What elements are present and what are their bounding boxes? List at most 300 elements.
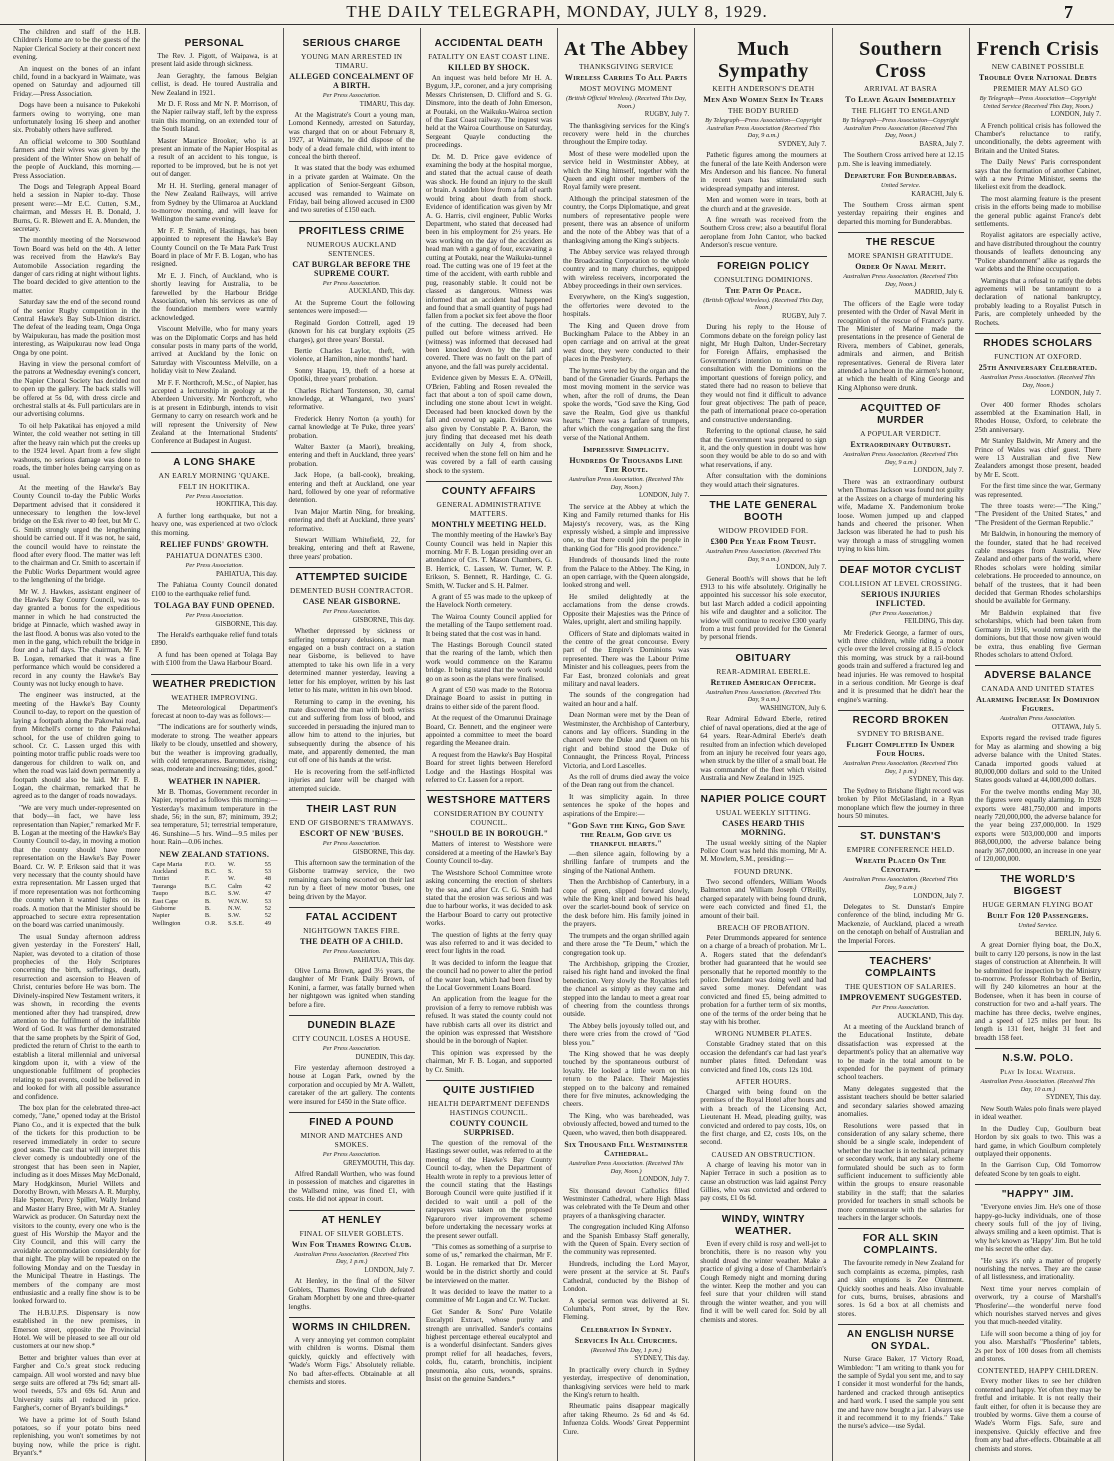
accidental-sub1: FATALITY ON EAST COAST LINE.	[428, 52, 550, 61]
abbey-paragraph: Most of these were modelled upon the service held in Westminster Abbey, at which the King himself, together with the Queen and eight other members of the Royal family were present.	[563, 149, 690, 192]
abbey-paragraph: Officers of State and diplomats waited in the centre of the great concourse. Every part of the Empire's Dominions was represented. There was the Labour Prime Minister and his colleagues, peers from the Far East, bronzed colonials and great military and naval leaders.	[563, 629, 690, 688]
station-code: F.O.	[204, 860, 216, 868]
station-code: B.	[204, 905, 211, 913]
abbey-paragraph: Then the Archbishop of Canterbury, in a cope of green, slipped forward slowly, while the King knelt and bowed his head over the scarlet-bound book of service on the desk before him. His family joined in the prayers.	[563, 878, 690, 929]
acquitted-sub1: A POPULAR VERDICT.	[860, 429, 942, 439]
adverse-agency: Australian Press Association.	[1000, 715, 1076, 723]
polo-agency: Australian Press Association. (Received This Day, 10 a.m.)	[980, 1078, 1096, 1093]
rhodes-paragraph: Mr Stanley Baldwin, Mr Amery and the Prince of Wales was chief guest. There were 13 Australian and five New Zealanders amongst those present, headed by Mr E. Scott.	[974, 437, 1101, 479]
abbey-sub1: THANKSGIVING SERVICE	[578, 62, 674, 71]
henley-heading: AT HENLEY	[289, 1210, 415, 1227]
teachers-dateline: AUCKLAND, This day.	[897, 1012, 964, 1020]
westshore-paragraph: This opinion was expressed by the chairman, Mr F. B. Logan, and supported by Cr. Smith.	[425, 1048, 552, 1074]
profitless-paragraph: Bertie Charles Laylor, theft, with violence, at Hamilton, nine months' hard.	[288, 346, 415, 364]
french-agency: By Telegraph—Press Association—Copyright United Service (Received This Day, Noon.)	[979, 95, 1097, 110]
station-wind: W.	[228, 875, 236, 883]
abbey-paragraph: The Abbey service was relayed through the Broadcasting Corporation to the whole country and to many churches, equipped with wireless receivers, incorporated the Abbey proceedings in their own services.	[563, 248, 690, 290]
station-row	[151, 905, 277, 912]
booth-sub2: £300 Per Year From Trust.	[710, 536, 817, 546]
sympathy-heading: Much Sympathy	[718, 38, 809, 82]
henley-agency: Australian Press Association. (Received This Day, 1 p.m.)	[294, 1250, 410, 1266]
acquitted-heading: ACQUITTED OF MURDER	[838, 398, 964, 427]
happy-text2: Every mother likes to see her children contented and happy. Yet often they may be fretful and irritable. It is not really their fault either, for often it is because they are troubled by worms. Give them a course of Wade's Worm Figs. Safe, sure and inexpensive. Quickly effective and free from any bad after-effects. Obtainable at all chemists and stores.	[974, 1377, 1101, 1453]
obituary-heading: OBITUARY	[700, 648, 826, 665]
county-paragraph: A grant of £50 was made to the Rotorua Drainage Board to assist in putting in drains to either side of the parent flood.	[425, 686, 552, 711]
eucalypti-ad: Get Sander & Sons' Pure Volatile Eucalypti Extract, whose purity and strength are unrivalled. Sander's contains highest percentage ethereal eucalyptol and is a wonderful disinfectant. Sanders gives prompt relief for all headaches, fevers, colds, flu, catarrh, bronchitis, incipient pneumonia, also cuts, wounds, sprains. Insist on the genuine Sanders.*	[425, 1307, 552, 1383]
profitless-paragraph: Jack Hope, (a ball-cook), breaking, entering and theft at Auckland, one year hard, followed by one year of reformative detention.	[288, 471, 415, 505]
lastrun-sub2: ESCORT OF NEW 'BUSES.	[299, 828, 404, 838]
news-paragraph: An inquest on the bones of an infant child, found in a backyard in Waimate, was opened on Saturday and adjourned till Friday.—Press Association.	[13, 64, 141, 98]
foreign-dateline: RUGBY, July 7.	[782, 312, 827, 320]
accidental-heading: ACCIDENTAL DEATH	[434, 38, 544, 49]
news-paragraph: We have a prime lot of South Island potatoes, so if your potato bins need replenishing, you won't sometimes by not buying now, while the price is right. Bryant's.*	[13, 1415, 141, 1458]
foreign-paragraph: During his reply to the House of Commons debate on the foreign policy last night, Mr Hugh Dalton, Under-Secretary for Foreign Affairs, emphasised the Government's intention to continue the consultation with the Dominions on the important questions of foreign policy, and stated there had no reason to believe that they would not find it difficult to advance four great objectives: The path of peace, the path of international peace co-operation and constructive understanding.	[700, 323, 827, 424]
county-paragraph: The Wairoa County Council applied for the metalling of the Taupo settlement road. It being stated that the cost was in hand.	[425, 612, 552, 638]
abbey-dateline4: SYDNEY, This day.	[634, 1355, 690, 1363]
sympathy-sub3: THE BODY BURIED	[728, 106, 799, 115]
french-paragraph: The Daily News' Paris correspondent says that the formation of another Cabinet, with a new Prime Minister, seems the likeliest exit from the deadlock.	[974, 158, 1101, 192]
polo-heading: N.S.W. POLO.	[975, 1048, 1101, 1065]
southern-heading: Southern Cross	[859, 38, 943, 82]
fatal-text: Olive Lorna Brown, aged 3½ years, the daughter of Mr Frank Daily Brown, of Konini, a farmer, was fatally burned when her nightgown was ignited when standing before a fire.	[288, 967, 415, 1009]
news-paragraph: The engineer was instructed, at the meeting of the Hawke's Bay County Council to-day, to report on the question of laying a footpath along the Pakowhai road, from Mitchell's corner to the Pakowhai school, for the use of children going to school. Cr. C. Lassen urged this with pointing motor traffic public roads were too dangerous for children to walk on, and when the road was laid down permanently a footpath should also be laid. Mr F. B. Logan, the chairman, remarked that he agreed as to the danger of roads nowadays.	[13, 691, 141, 801]
dunstan-agency: Australian Press Association. (Received This Day, 9 a.m.)	[843, 876, 959, 891]
station-code: B.	[204, 912, 211, 920]
station-row	[151, 912, 277, 919]
column-5	[557, 28, 694, 1461]
county-heading: COUNTY AFFAIRS	[426, 481, 552, 498]
teachers-heading: TEACHERS' COMPLAINTS	[838, 951, 964, 980]
stations-table	[151, 861, 277, 928]
foreign-agency: (British Official Wireless). (Received This Day, Noon.)	[703, 296, 824, 312]
news-paragraph: Mr W. J. Hawkes, assistant engineer of the Hawke's Bay County Council, was to-day granted a bonus for the expeditious manner in which he had constructed the bridge at Pinnacle, which washed away in the last flood. A bonus was also voted to the men in the gang, which rebuilt the bridge in four and a half days. The chairman, Mr F. B. Logan, remarked that it was a fine performance which would be considered a record in any county the Hawke's Bay County was not lucky enough to have.	[13, 587, 141, 689]
rhodes-paragraph: Mr Baldwin explained that five scholarships, which had been taken from Germany in 1916, would remain with the dominions, but that those now given would be extra, thus enabling five German Rhodes scholars to attend Oxford.	[974, 608, 1101, 659]
dunstan-sub2: Wreath Placed On The Cenotaph.	[855, 856, 947, 875]
abbey-paragraph: As the roll of drums died away the voice of the Dean rang out from the chancel.	[563, 773, 690, 790]
henley-text: At Henley, in the final of the Silver Goblets, Thames Rowing Club defeated Graham Morphett by one and three-quarter lengths.	[288, 1277, 415, 1311]
abbey-sub7: Celebration In Sydney.	[580, 1324, 672, 1334]
rhodes-agency: Australian Press Association. (Received This Day, Noon.)	[980, 373, 1096, 389]
abbey-paragraph: Six thousand devout Catholics filled Westminster Cathedral, where High Mass was celebrated with the Te Deum and other prayers of a thanksgiving character.	[563, 1186, 690, 1220]
rescue-text: The officers of the Eagle were today presented with the Order of Naval Merit in recognition of the rescue of France's party. The Minister of Marine made the presentations in the presence of General de Rivera, members of Cabinet, generals, admirals and airmen, and British representatives. General de Rivera later attended a luncheon in the airmen's honour, at which the health of King George and King Alphonso were drunk.	[837, 299, 964, 392]
westshore-paragraph: An application from the league for the provision of a ferry to remove rubbish was refused. It was stated the county could not have rubbish carts all over its district and the opinion was expressed that Westshore should be in the borough of Napier.	[425, 995, 552, 1046]
westshore-sub1: CONSIDERATION BY COUNTY COUNCIL.	[433, 809, 545, 828]
serious-dateline: TIMARU, This day.	[359, 100, 415, 108]
police-after: AFTER HOURS.	[735, 1077, 792, 1086]
abbey-dateline: RUGBY, July 7.	[644, 111, 690, 119]
abbey-paragraph: Hundreds, including the Lord Mayor, were present at the service at St. Paul's Cathedral, conducted by the Bishop of London.	[563, 1259, 690, 1294]
weather-paragraphs	[151, 704, 277, 774]
abbey-sub3: MOST MOVING MOMENT	[579, 84, 673, 93]
masthead	[0, 0, 1114, 25]
police-sub1: USUAL WEEKLY SITTING.	[715, 807, 811, 817]
station-row	[151, 868, 277, 875]
westshore-paragraph: Matters of interest to Westshore were considered at a meeting of the Hawke's Bay County Council to-day.	[425, 840, 552, 866]
southern-sub2: To Leave Again Immediately	[845, 95, 957, 104]
tolaga-paragraph: The Herald's earthquake relief fund totals £890.	[151, 630, 278, 648]
polo-paragraph: New South Wales polo finals were played in ideal weather.	[974, 1104, 1101, 1122]
police-heading: NAPIER POLICE COURT	[700, 789, 826, 806]
abbey-sub4: Impressive Simplicity.	[583, 445, 670, 455]
abbey-paragraph: The Archbishop, gripping the Crozier, raised his right hand and invoked the final benediction. Very slowly the Royalties left the chancel as simply as they came and stepped into the landau to meet a great roar of cheering from the countless throngs outside.	[563, 959, 690, 1019]
station-row	[151, 875, 277, 882]
polo-dateline: SYDNEY, This day.	[1046, 1094, 1101, 1102]
booth-sub1: WIDOW PROVIDED FOR.	[718, 525, 809, 535]
personal-paragraph: Mr D. F. Ross and Mr N. P. Morrison, of the Napier railway staff, left by the express train this morning, on an extended tour of the South Island.	[151, 100, 278, 134]
fined-sub: MINOR AND MATCHES AND SMOKES.	[300, 1131, 403, 1150]
serious-paragraph: It was stated that the body was exhumed in a private garden at Waimate. On the application of Senior-Sergeant Gibson, accused was remanded to Waimate on Friday, bail being allowed accused in £300 and two sureties of £150 each.	[288, 164, 415, 215]
station-code: B.	[204, 897, 211, 905]
abbey-paragraph: —then silence again, following by a shrilling fanfare of trumpets and the singing of the National Anthem.	[563, 850, 690, 875]
foreign-paragraph: After consultation with the dominions they would attach their signatures.	[700, 472, 827, 489]
obituary-sub2: Retired American Officer.	[710, 677, 817, 687]
attempted-sub2: CASE NEAR GISBORNE.	[302, 597, 401, 607]
news-paragraph: Having in view the personal comfort of the patrons at Wednesday evening's concert, the Napier Choral Society has decided not to open up the gallery. The back stalls will be offered at 5s 0d, with dress circle and orchestral stalls at 4s. Full particulars are in our advertising columns.	[13, 360, 141, 419]
abbey-sub6: Six Thousand Fill Westminster Cathedral.	[564, 1140, 688, 1159]
worms-text: A very annoying yet common complaint with children is worms. Dismal them quickly, quickly and effectively with 'Wade's Worm Figs.' Absolutely reliable. No bad after-effects. Obtainable at all chemists and stores.	[288, 1335, 415, 1386]
fined-text: Alfred Randall Worthen, who was found in possession of matches and cigarettes in the Wallsend mine, was fined £1, with costs. He did not appear in court.	[288, 1170, 415, 1204]
adverse-dateline: OTTAWA, July 5.	[1051, 723, 1101, 731]
record-agency: Australian Press Association. (Received This Day, 1 p.m.)	[843, 760, 959, 775]
abbey-paragraph: The King and Queen drove from Buckingham Palace to the Abbey in an open carriage and on arrival at the great west door, they were conducted to their places in the Presbytery.	[563, 321, 690, 364]
police-after_text: Charged with being found on the premises of the Royal Hotel after hours and with a breach of the Licensing Act, Lieutenant H. Mead, pleading guilty, was convicted and ordered to pay costs, 10s, on the first charge, and £2, costs 10s, on the second.	[700, 1088, 827, 1147]
news-paragraph: The usual Sunday afternoon address given yesterday in the Foresters' Hall, Napier, was devoted to a citation of those prophecies of the Holy Scriptures concerning the birth, sufferings, death, resurrection and ascension to Heaven of Christ, centuries before He was born. The Divinely-inspired New Testament writers, it was shown, in recording the events mentioned after they had transpired, drew attention to the fulfilment of the infallible Word of God. It was further demonstrated that the same prophets by the Spirit of God, predicted the return of Christ to the earth to establish a literal millennial and universal kingdom upon it, with a view of the unquestionable fulfilment of prophecies relating to past events, could be believed in and looked for with all possible assurance and confidence.	[13, 932, 141, 1101]
abbey-paragraph: The thanksgiving services for the King's recovery were held in the churches throughout the Empire today.	[563, 121, 690, 147]
station-temp: 49	[264, 919, 272, 927]
dunstan-heading: ST. DUNSTAN'S	[838, 826, 964, 843]
abbey-paragraph: The Abbey bells joyously tolled out, and there were cries from the crowd of "God bless you."	[563, 1021, 690, 1047]
rescue-sub2: Order Of Naval Merit.	[855, 262, 947, 272]
station-code: B.C.	[204, 890, 217, 898]
station-wind: W.N.W.	[228, 897, 249, 905]
accidental-paragraph: Dr. M. D. Price gave evidence of examining the body at the hospital morgue, and stated that the actual cause of death was shock. He found an injury to the skull or brain. A sudden blow from a fall of earth would bring about death from shock. Evidence of identification was given by Mr A. G. Harris, civil engineer, Public Works Department, who stated that deceased had been in his employment for 2½ years. He was working on the day of the accident as head man with a gang of four, excavating a cutting at Poutaki, near the Waikuku-tunnel road. The cutting was one of 19 feet at the time of the accident, with earth rubble and pug, reasonably stable. It could not be classed as dangerous. Witness was informed that an accident had happened and found that a small quantity of pugs had fallen from a pocket six feet above the floor of the cutting. The deceased had been pulled out before witness arrived. He (witness) was informed that deceased had been knocked down by the fall and covered. There was no fault on the part of anyone, and the fall was purely accidental.	[425, 152, 552, 371]
attempted-sub1: DEMENTED BUSH CONTRACTOR.	[289, 586, 414, 596]
station-name: East Cape	[152, 897, 178, 905]
rhodes-paragraph: Over 400 former Rhodes scholars assembled at the Examination Hall, in Rhodes House, Oxford, to celebrate the 25th anniversary.	[974, 400, 1101, 434]
quite-sub1: HEALTH DEPARTMENT DEFENDS HASTINGS COUNCIL.	[427, 1099, 550, 1118]
serious-agency: Per Press Association.	[322, 92, 381, 99]
police-paragraph: The usual weekly sitting of the Napier Police Court was held this morning, Mr A. M. Mowlem, S.M., presiding:—	[700, 838, 827, 864]
abbey-paragraph: The King showed that he was deeply touched by the spontaneous outburst of loyalty. He looked a little worn on his return to the Palace. Their Majesties stepped on to the balcony and remained there for five minutes, acknowledging the cheers.	[563, 1049, 690, 1109]
serious-sub2: ALLEGED CONCEALMENT OF A BIRTH.	[289, 72, 414, 90]
tolaga-dateline: GISBORNE, This day.	[215, 620, 278, 628]
record-text: The Sydney to Brisbane flight record was broken by Pilot McGlasland, in a Ryan monoplane which flew the journey in three hours 50 minutes.	[837, 786, 964, 820]
attempted-dateline: GISBORNE, This day.	[352, 616, 415, 624]
abbey-agency4: (Received This Day, 1 p.m.)	[590, 1346, 662, 1354]
abbey-paragraph: The hymns were led by the organ and the band of the Grenadier Guards. Perhaps the most moving moment in the service was when, after the roll of drums, the Dean spoke the words, "God save the King, God save the Realm, God give us thankful hearts." There was a fanfare of trumpets, after which the congregation sang the first verse of the National Anthem.	[563, 366, 690, 442]
rhodes-sub2: 25th Anniversary Celebrated.	[978, 362, 1098, 372]
dunstan-dateline: LONDON, July 7.	[913, 892, 964, 900]
profitless-paragraph: Frederick Henry Norton (a youth) for carnal knowledge at Te Puke, three years' probation.	[288, 414, 415, 440]
weather-paragraph: The Meteorological Department's forecast at noon to-day was as follows:—	[151, 703, 278, 720]
county-paragraph: A grant of £5 was made to the upkeep of the Havelock North cemetery.	[425, 592, 552, 610]
french-sub3: PREMIER MAY ALSO GO	[993, 84, 1083, 93]
serious-sub1: YOUNG MAN ARRESTED IN TIMARU.	[300, 52, 403, 70]
skin-heading: FOR ALL SKIN COMPLAINTS.	[838, 1228, 964, 1257]
quite-paragraph: The question of the removal of the Hastings sewer outlet, was referred to at the meeting of the Hawke's Bay County Council to-day, when the Department of Health wrote in reply to a previous letter of the council stating that the Hastings Borough Council were quite justified if it decided to wait until a poll of the ratepayers was taken on the proposed Ngaruroro river improvement scheme before undertaking the necessary works at the present sewer outfall.	[425, 1139, 552, 1240]
station-row	[151, 890, 277, 897]
foreign-sub1: CONSULTING DOMINIONS.	[713, 274, 813, 284]
deaf-dateline: FEILDING, This day.	[904, 618, 964, 626]
acquitted-sub2: Extraordinary Outburst.	[850, 440, 951, 450]
police-obstruction_text: A charge of leaving his motor van in Napier Terrace in such a position as to cause an obstruction was laid against Percy Gillies, who was convicted and ordered to pay costs, £1 0s 6d.	[700, 1160, 827, 1203]
county-sub1: GENERAL ADMINISTRATIVE MATTERS.	[436, 500, 542, 519]
profitless-heading: PROFITLESS CRIME	[289, 221, 415, 238]
station-temp: 42	[264, 882, 272, 890]
station-row	[151, 920, 277, 927]
french-paragraph: The most alarming feature is the present crisis in the efforts being made to mobilise the general public against France's debt settlements.	[974, 194, 1101, 229]
personal-paragraph: Mr E. J. Finch, of Auckland, who is shortly leaving for Australia, to be farewelled by the Harbour Bridge Association, when his services as one of the foundation members were warmly acknowledged.	[151, 271, 278, 322]
westshore-heading: WESTSHORE MATTERS	[426, 790, 552, 807]
deaf-text: Mr Frederick George, a farmer of ours, with three children, while riding a motor cycle over the level crossing at 8.15 o'clock this morning, was struck by a rail-bound goods train and suffered a fractured leg and head injuries. He was removed to hospital in a serious condition. Mr George is deaf and it is presumed that he didn't hear the engine's warning.	[837, 628, 964, 704]
boat-text: A great Dornier flying boat, the Do.X, built to carry 120 persons, is now in the last stages of construction at Altenrhein. It will be submitted for inspection by the Ministry to-morrow. Professor Rohrbach of Berlin, will fly 240 kilometres an hour at the Bodensee, when it has been in course of construction for two and a-half years. The machine has three decks, twelve engines, and a speed of 125 miles per hour. Its length is 131 feet, height 31 feet and breadth 158 feet.	[974, 941, 1101, 1042]
column-8	[969, 28, 1106, 1461]
weather-napier-heading: WEATHER IN NAPIER.	[168, 776, 261, 786]
station-name: Gisborne	[152, 905, 176, 913]
westshore-paragraph: It was decided to inform the league that the council had no power to alter the period of the water loan, which had been fixed by the Local Government Loans Board.	[425, 958, 552, 992]
abbey-sub5: Hundreds Of Thousands Line The Route.	[569, 456, 683, 475]
station-row	[151, 898, 277, 905]
fatal-dateline: PAHIATUA, This day.	[353, 956, 415, 964]
boat-sub1: HUGE GERMAN FLYING BOAT	[982, 900, 1094, 910]
southern-sub3: THE FLIGHT TO ENGLAND	[851, 106, 950, 115]
acquitted-agency: Australian Press Association. (Received This Day, 9 a.m.)	[843, 451, 959, 466]
abbey-agency3: Australian Press Association. (Received This Day, Noon.)	[568, 1160, 684, 1175]
adverse-paragraph: Exports regard the revised trade figures for May as alarming and showing a big adverse balance with the United States. Canada imported goods valued at 80,000,000 dollars and sold to the United States goods valued at 44,000,000 dollars.	[974, 734, 1101, 785]
station-row	[151, 883, 277, 890]
column-2	[145, 28, 282, 1461]
polo-paragraph: In the Garrison Cup, Old Tomorrow defeated Scone by ten goals to eight.	[974, 1161, 1101, 1178]
abbey-heading: At The Abbey	[563, 38, 689, 60]
personal-paragraph: Mr F. P. Smith, of Hastings, has been appointed to represent the Hawke's Bay County Council on the Te Mata Park Trust Board in place of Mr F. B. Logan, who has resigned.	[151, 226, 278, 269]
rhodes-paragraph: For the first time since the war, Germany was represented.	[974, 482, 1101, 499]
column-3	[283, 28, 420, 1461]
polo-paragraph: In the Dudley Cup, Goulburn beat Hordon by six goals to two. This was a hard game, in which Goulburn completely outplayed their opponents.	[974, 1124, 1101, 1158]
booth-heading: THE LATE GENERAL BOOTH	[700, 495, 826, 524]
abbey-text4: In practically every church in Sydney yesterday, irrespective of denomination, thanksgiving services were held to mark the King's return to health.	[563, 1365, 690, 1399]
foreign-heading: FOREIGN POLICY	[700, 256, 826, 273]
column-6	[694, 28, 831, 1461]
abbey-sub2: Wireless Carries To All Parts	[564, 73, 688, 82]
quite-paragraph: "This comes as something of a surprise to some of us," remarked the chairman, Mr F. B. Logan. He remarked that Dr. Mercer would be in the district shortly and could be interviewed on the matter.	[425, 1242, 552, 1285]
nurse-heading: AN ENGLISH NURSE ON SYDAL.	[838, 1324, 964, 1353]
personal-paragraphs	[151, 52, 277, 446]
news-paragraph: Dogs have been a nuisance to Pukekohi farmers owing to worrying, one man unfortunately losing 16 sheep and another six. Probably others have suffered.	[13, 101, 141, 135]
serious-heading: SERIOUS CHARGE	[302, 38, 401, 49]
happy-heading: "HAPPY" JIM.	[975, 1184, 1101, 1201]
station-wind: W.	[228, 860, 236, 868]
fatal-sub2: THE DEATH OF A CHILD.	[300, 937, 404, 946]
henley-sub2: Win For Thames Rowing Club.	[291, 1239, 412, 1249]
accidental-paragraph: An inquest was held before Mr H. A. Bygum, J.P., coroner, and a jury comprising Messrs Christensen, D. Clifford and S. G. Dinsmore, into the death of John Emerson, at Poutaki, on the Waikuku-Wairoa section of the East Coast railway. The inquest was held at the Wairoa Courthouse on Saturday, Sergeant Quayle conducting the proceedings.	[425, 74, 552, 150]
teachers-sub1: THE QUESTION OF SALARIES.	[845, 982, 957, 992]
abbey-dateline3: LONDON, July 7.	[639, 1176, 690, 1184]
police-breach_text: Peter Drummonds appeared for sentence on a charge of a breach of probation. Mr L. A. Rogers stated that the defendant's brother had guaranteed that he would see personally that he reported monthly to the police. Defendant was doing well and had saved some money. Defendant was convicted and fined £5, being admitted to probation for a further term of six months, one of the terms of the order being that he stay with his brother.	[700, 933, 827, 1026]
worms-heading: WORMS IN CHILDREN.	[289, 1317, 415, 1334]
lastrun-dateline: GISBORNE, This day.	[352, 848, 415, 856]
abbey-agency: (British Official Wireless). (Received This Day, Noon.)	[565, 95, 687, 110]
dunedin-heading: DUNEDIN BLAZE	[289, 1015, 415, 1032]
southern-text2: The Southern Cross airman spent yesterday repairing their engines and departed this morning for Bunderabbas.	[837, 201, 964, 226]
page-columns	[8, 28, 1106, 1458]
adverse-sub2: Alarming Increase In Dominion Figures.	[976, 695, 1100, 714]
teachers-paragraph: Resolutions were passed that in consideration of any salary scheme, there should be a single scale, independent of whether the teacher is in technical, primary or secondary work, that any salary scheme formulated should be such as to form sufficient inducement to sufficiently able within the groups to ensure reasonable stability in the staff; that the salaries provided for teachers in small schools be more commensurate with the salaries for teachers in the larger schools.	[837, 1121, 964, 1222]
dunstan-sub1: EMPIRE CONFERENCE HELD.	[846, 845, 955, 855]
rhodes-dateline: LONDON, July 7.	[1050, 390, 1101, 398]
rescue-sub1: MORE SPANISH GRATITUDE.	[847, 251, 954, 261]
obituary-text: Rear Admiral Edward Eberle, retired chief of naval operations, died at the age of 64 years. Rear-Admiral Eberle's death resulted from an infection which developed from an injury he received four years ago, when struck by the tiller of a small boat. He was commander of the fleet which visited Australia and New Zealand in 1925.	[700, 715, 827, 783]
attempted-agency: Per Press Association.	[322, 608, 381, 616]
french-sub1: NEW CABINET POSSIBLE	[991, 62, 1085, 71]
profitless-paragraph: Stewart William Whitefield, 22, for breaking, entering and theft at Rawene, three years' probation.	[288, 536, 415, 561]
county-paragraph: The Hastings Borough Council stated that the rearing of the lamb, which then work would commence on the Karamu bridge. It being stated that the work would go on as soon as the plans were finalised.	[425, 640, 552, 683]
deaf-heading: DEAF MOTOR CYCLIST	[838, 560, 964, 577]
relief-sub: PAHIATUA DONATES £300.	[166, 551, 263, 561]
windy-text: Even if every child is rosy and well-jet to bronchitis, there is no reason why you should dread the winter weather. Make a practice of giving a dose of Chamberlain's Cough Remedy night and morning during the winter. Keep the mother and you can feel sure that your children will stand through the winter weather, and you will find it will be well cared for. Sold by all chemists and stores.	[700, 1239, 827, 1324]
tolaga-agency: Per Press Association.	[185, 611, 244, 619]
abbey-paragraph: Although the principal statesmen of the country, the Corps Diplomatique, and great numbers of representative people were present, there was an absence of uniform and the note of the Abbey was that of a thanksgiving among the King's subjects.	[563, 194, 690, 245]
personal-heading: PERSONAL	[184, 38, 245, 49]
record-dateline: SYDNEY, This day.	[908, 776, 964, 784]
lastrun-text: This afternoon saw the termination of the Gisborne tramway service, the two remaining cars being escorted on their last run by a fleet of new motor 'buses, one being driven by the Mayor.	[288, 858, 415, 901]
news-paragraph: The children and staff of the H.B. Children's Home are to be the guests of the Napier Clerical Society at their concert next evening.	[13, 28, 141, 62]
abbey-sub8: Services In All Churches.	[574, 1335, 678, 1345]
southern-dateline: BASRA, July 7.	[919, 140, 964, 148]
police-wrong: WRONG NUMBER PLATES.	[714, 1029, 813, 1039]
acquitted-text: There was an extraordinary outburst when Thomas Jackson was found not guilty at the Assizes on a charge of murdering his wife, Madame X. Pandemonium broke loose. Women jumped up and clapped hands and cheered the prisoner. When Jackson was liberated he had to push his way through a mass of struggling women trying to kiss him.	[837, 477, 964, 554]
station-wind: S.	[228, 868, 234, 876]
dunedin-text: Fire yesterday afternoon destroyed a house at Logan Park, owned by the corporation and occupied by Mr A. Wallett, caretaker of the art gallery. The contents were insured for £450 in the State office.	[288, 1064, 415, 1106]
news-paragraph: The box plan for the celebrated three-act comedy, "Jane," opened today at the Bristol Piano Co., and it is expected that the bulk of the tickets for this production to be reserved immediately in order to secure good seats. The cast that will interpret this clever comedy is undoubtedly one of the strongest that has been seen in Napier, including as it does Misses May McDonald, Mary Hodgkinson, Muriel Willets and Dorothy Brown, with Messrs A. R. Murphy, Hale Spencer, Percy Spiller, Wally Ireland and Master Harry Bree, with Mr A. Stanley Warwick as producer. On Saturday next the visitors to the county, every one who is the guest of His Worship the Mayor and the City Council, and this will carry the avoidable accommodation considerably for that night. The play will be repeated on the following Monday and on the Tuesday in the Municipal Theatre in Hastings. The members of the company are most enthusiastic and a really fine show is to be looked forward to.	[13, 1103, 141, 1306]
windy-heading: WINDY, WINTRY WEATHER.	[700, 1209, 826, 1238]
column-7	[832, 28, 969, 1461]
news-paragraph: At the meeting of the Hawke's Bay County Council to-day the Public Works Department advised that it considered it unnecessary to lengthen the low-level bridge on the Esk river to 40 feet, but Mr C. G. Smith strongly urged the lengthening should be carried out. If it was not, he said, the council would have to reinstate the flood after every flood. The matter was left to the chairman and Cr. Smith to ascertain if the Public Works Department would agree to the lengthening of the bridge.	[13, 483, 141, 585]
attempted-heading: ATTEMPTED SUICIDE	[289, 567, 415, 584]
boat-heading: THE WORLD'S BIGGEST	[975, 869, 1101, 898]
abbey-paragraph: Dean Norman were met by the Dean of Westminster, the Archbishop of Canterbury, canons and lay officers. Standing in the chancel were the Duke and Queen on his right and behind stood the Duke of Connaught, the Princess Royal, Princess Victoria, and Lord Lascelles.	[563, 711, 690, 770]
news-paragraph: The Dogs and Telegraph Appeal Board held a session in Napier to-day. Those present were:—Mr E.C. Cutten, S.M., chairman, and Messrs H. B. Donald, J. Burns, G. R. Blewett and E. A. Munden, the secretary.	[13, 182, 141, 233]
rhodes-paragraph: Mr Baldwin, in honouring the memory of the founder, stated that he had received cable messages from Australia, New Zealand and other parts of the world, where Rhodes scholars were holding similar celebrations. He proceeded to announce, on behalf of the trustees, that it had been decided that German Rhodes scholarships should be available for Germany.	[974, 530, 1101, 606]
teachers-agency: Per Press Association.	[871, 1004, 930, 1012]
happy-sub: CONTENTED, HAPPY CHILDREN.	[977, 1366, 1099, 1376]
station-wind: S.W.	[228, 890, 241, 898]
record-heading: RECORD BROKEN	[838, 710, 964, 727]
southern-text: The Southern Cross arrived here at 12.15 p.m. She is leaving immediately.	[837, 151, 964, 168]
attempted-paragraph: Whether depressed by sickness or suffering temporary delusions, a man engaged on a bush contract on a station near Gisborne, is believed to have attempted to take his own life in a very determined manner yesterday, leaving a letter for his employer, written by his last letter to his mate, written in his own blood.	[288, 627, 415, 695]
booth-dateline: LONDON, July 7.	[776, 564, 827, 572]
boat-sub2: Built For 120 Passengers.	[987, 911, 1089, 921]
booth-text: General Booth's will shows that he left £913 to his wife absolutely. Originally he appointed his successor his sole executor, but last March added a codicil appointing his wife and daughter and a solicitor. The widow will continue to receive £300 yearly from a trust fund provided for the General by personal friends.	[700, 574, 827, 642]
station-temp: 47	[264, 890, 272, 898]
abbey-paragraph: It was simplicity again. In three sentences he spoke of the hopes and aspirations of the Empire:—	[563, 792, 690, 818]
obituary-agency: Australian Press Association. (Received This Day, 9 a.m.)	[705, 688, 821, 704]
quake-sub1: AN EARLY MORNING 'QUAKE.	[158, 470, 271, 480]
county-paragraph: A request from the Hawke's Bay Hospital Board for street lights between Hereford Lodge and the Hastings Hospital was referred to Cr. Lassen for a report.	[425, 750, 552, 785]
quite-heading: QUITE JUSTIFIED	[426, 1080, 552, 1097]
rhodes-paragraph: The three toasts were:—"The King," "The President of the United States," and "The President of the German Republic."	[974, 502, 1101, 527]
rescue-heading: THE RESCUE	[838, 232, 964, 249]
station-code: B.C.	[204, 868, 217, 876]
relief-heading: RELIEF FUNDS' GROWTH.	[160, 540, 269, 550]
record-sub1: SYDNEY TO BRISBANE.	[857, 729, 945, 739]
station-name: Taupo	[152, 890, 169, 898]
station-wind: Calm	[228, 882, 242, 890]
station-wind: S.W.	[228, 912, 241, 920]
abbey-paragraph: He smiled delightedly at the acclamations from the dense crowds. Opposite their Majesties was the Prince of Wales, upright, alert and smiling happily.	[563, 592, 690, 627]
personal-paragraph: The Rev. J. Pigott, of Waipawa, is at present laid aside through sickness.	[151, 52, 278, 69]
news-paragraph: The H.B.U.P.S. Dispensary is now established in the new premises, in Emerson street, opposite the Provincial Hotel. We will be pleased to see all our old customers at our new shop.*	[13, 1308, 141, 1351]
tolaga-paragraphs	[151, 631, 277, 668]
teachers-paragraph: At a meeting of the Auckland branch of the Educational Institute, debate dissatisfaction was expressed at the department's policy that an alternative way to be made in the total amount to be expended for the payment of primary school teachers.	[837, 1023, 964, 1082]
quite-paragraph: It was decided to leave the matter to a committee of Mr Logan and Cr. W. Tucker.	[425, 1287, 552, 1305]
page-number: 7	[1064, 2, 1074, 22]
teachers-paragraph: Many delegates suggested that the assistant teachers should be better salaried and secondary salaries showed amazing anomalies.	[837, 1084, 964, 1119]
westshore-paragraph: The Westshore School Committee wrote asking concerning the erection of shelters by the sea, and after Cr. C. G. Smith had stated that the erosion was serious and was due to harbour works, it was decided to ask the Harbour Board to carry out protective works.	[425, 868, 552, 928]
abbey-paragraph: Everywhere, on the King's suggestion, the offertories were devoted to the hospitals.	[563, 293, 690, 319]
adverse-sub1: CANADA AND UNITED STATES	[981, 684, 1095, 694]
profitless-paragraph: Ivan Major Martin Ning, for breaking, entering and theft at Auckland, three years' reformative.	[288, 507, 415, 533]
profitless-paragraph: Charles Richard Torstenson, 30, carnal knowledge, at Whangarei, two years' reformative.	[288, 386, 415, 412]
abbey-paragraph: The King, who was bareheaded, was obviously affected, bowed and turned to the Queen, who waved, then both disappeared.	[563, 1111, 690, 1137]
profitless-dateline: AUCKLAND, This day.	[348, 288, 415, 296]
personal-paragraph: Mr H. H. Sterling, general manager of the New Zealand Railways, will arrive from Sydney by the Ulimaroa at Auckland to-morrow morning, and will leave for Wellington the same evening.	[151, 181, 278, 224]
county-paragraph: The monthly meeting of the Hawke's Bay County Council was held in Napier this morning. Mr F. B. Logan presiding over an attendance of Crs. T. Mason Chambers, G. B. Herrick, C. Lassen, W. Turner, W. P. Erikson, S. Bennett, R. Hardinge, C. G. Smith, W. Tucker and S. H. Palmer.	[425, 531, 552, 590]
rhodes-heading: RHODES SCHOLARS	[975, 333, 1101, 350]
southern-agency: By Telegraph—Press Association—Copyright Australian Press Association (Received This Day, Noon.)	[842, 117, 959, 140]
dunedin-sub: CITY COUNCIL LOSES A HOUSE.	[292, 1034, 411, 1044]
news-paragraph: Saturday saw the end of the second round of the senior Rugby competition in the Central Hawke's Bay Sub-Union district. The defeat of the leading team, Onga Onga by Waipukurau, has made the position most interesting, as Waipukurau now lead Onga Onga by one point.	[13, 298, 141, 357]
record-sub2: Flight Completed In Under Four Hours.	[846, 740, 955, 759]
quite-sub2: COUNTY COUNCIL SURPRISED.	[449, 1119, 529, 1138]
quake-heading: A LONG SHAKE	[151, 452, 277, 469]
deaf-sub2: SERIOUS INJURIES INFLICTED.	[860, 589, 941, 608]
serious-paragraph: At the Magistrate's Court a young man, Lomond Kennedy, arrested on Saturday, was charged that on or about February 8, 1927, at Waimate, he did dispose of the body of a dead female child, with intent to conceal the birth thereof.	[288, 111, 415, 162]
sympathy-paragraph: Pathetic figures among the mourners at the funeral of the late Keith Anderson were Mrs Anderson and his fiancee. No funeral in recent years has stimulated such widespread sympathy and interest.	[700, 151, 827, 193]
county-paragraph: At the request of the Omarunui Drainage Board, Cr. Bennett, and the engineer were appointed a committee to meet the board regarding the Meeanee drain.	[425, 714, 552, 748]
station-wind: S.S.E.	[228, 919, 244, 927]
dunedin-dateline: DUNEDIN, This day.	[355, 1053, 415, 1061]
abbey-ad: Rheumatic pains disappear magically after taking Rheumo. 2s 6d and 4s 6d. Infuenza Colds. Woods' Great Peppermint Cure.	[563, 1402, 690, 1436]
teachers-sub2: IMPROVEMENT SUGGESTED.	[839, 993, 962, 1003]
accidental-sub2: KILLED BY SHOCK.	[448, 63, 530, 72]
tolaga-paragraph: A fund has been opened at Tolaga Bay with £100 from the Uawa Harbour Board.	[151, 650, 278, 668]
sympathy-paragraph: Men and women were in tears, both at the church and at the graveside.	[700, 196, 827, 213]
personal-paragraph: Viscount Melville, who for many years was on the Diplomatic Corps and has held consular posts in many parts of the world, arrived at Auckland by the Ionic on Saturday with Viscountess Melville, on a holiday visit to New Zealand.	[151, 325, 278, 376]
obituary-sub1: REAR-ADMIRAL EBERLE.	[716, 666, 811, 676]
abbey-paragraph: The service at the Abbey at which the King and Family returned thanks for His Majesty's recovery, was, as the King expressly wished, a simple and impressive one, so that there could join the people in thanking God for "His good providence."	[563, 502, 690, 553]
police-found: FOUND DRUNK.	[733, 866, 793, 876]
station-code: B.C.	[204, 882, 217, 890]
french-paragraph: Warnings that a refusal to ratify the debts agreements will be tantamount to a declaration of national bankruptcy, probably leading to a Royalist Putsch in Paris, are completely unheeded by the Rochets.	[974, 276, 1101, 327]
personal-paragraph: Mr F. F. Northcroft, M.Sc., of Napier, has accepted a lectureship in geology at the Aberdeen University. Mr Northcroft, who is at present in Edinburgh, intends to visit Germany to carry on research work and he will represent the University of New Zealand at the International Students' Conference at Budapest in August.	[151, 378, 278, 446]
foreign-paragraph: Referring to the optional clause, he said that the Government was prepared to sign it, and the only question in doubt was how soon they would be able to do so and with what reservations, if any.	[700, 427, 827, 469]
attempted-paragraph: He is recovering from the self-inflicted injuries and later will be charged with attempted suicide.	[288, 767, 415, 793]
henley-sub1: FINAL OF SILVER GOBLETS.	[299, 1228, 404, 1238]
lastrun-sub1: END OF GISBORNE'S TRAMWAYS.	[289, 817, 414, 827]
profitless-paragraph: Sonny Haapu, 19, theft of a horse at Opotiki, three years' probation.	[288, 366, 415, 384]
abbey-paragraph: The sounds of the congregation had waited an hour and a half.	[563, 691, 690, 708]
happy-paragraph: "He says it's only a matter of properly nourishing the nerves. They are the cause of all listlessness, and irrationality.	[974, 1256, 1101, 1282]
news-paragraph: An official welcome to 300 Southland farmers and their wives was given by the president of the Winter Show on behalf of the people of Auckland, this morning.—Press Association.	[13, 137, 141, 180]
abbey-paragraph: A special sermon was delivered at St. Columba's, Pont street, by the Rev. Fleming.	[563, 1296, 690, 1322]
quake-agency: Per Press Association.	[185, 492, 244, 500]
stations-heading: NEW ZEALAND STATIONS.	[159, 849, 270, 859]
deaf-sub1: COLLISION AT LEVEL CROSSING.	[839, 578, 963, 588]
quake-text: A further long earthquake, but not a heavy one, was experienced at two o'clock this morning.	[151, 511, 278, 537]
profitless-paragraph: Walter Baxter (a Maori), breaking, entering and theft in Auckland, three years' probation.	[288, 442, 415, 468]
southern-sub1: ARRIVAL AT BASRA	[864, 84, 938, 93]
sympathy-sub2: Men And Women Seen In Tears	[703, 95, 824, 104]
